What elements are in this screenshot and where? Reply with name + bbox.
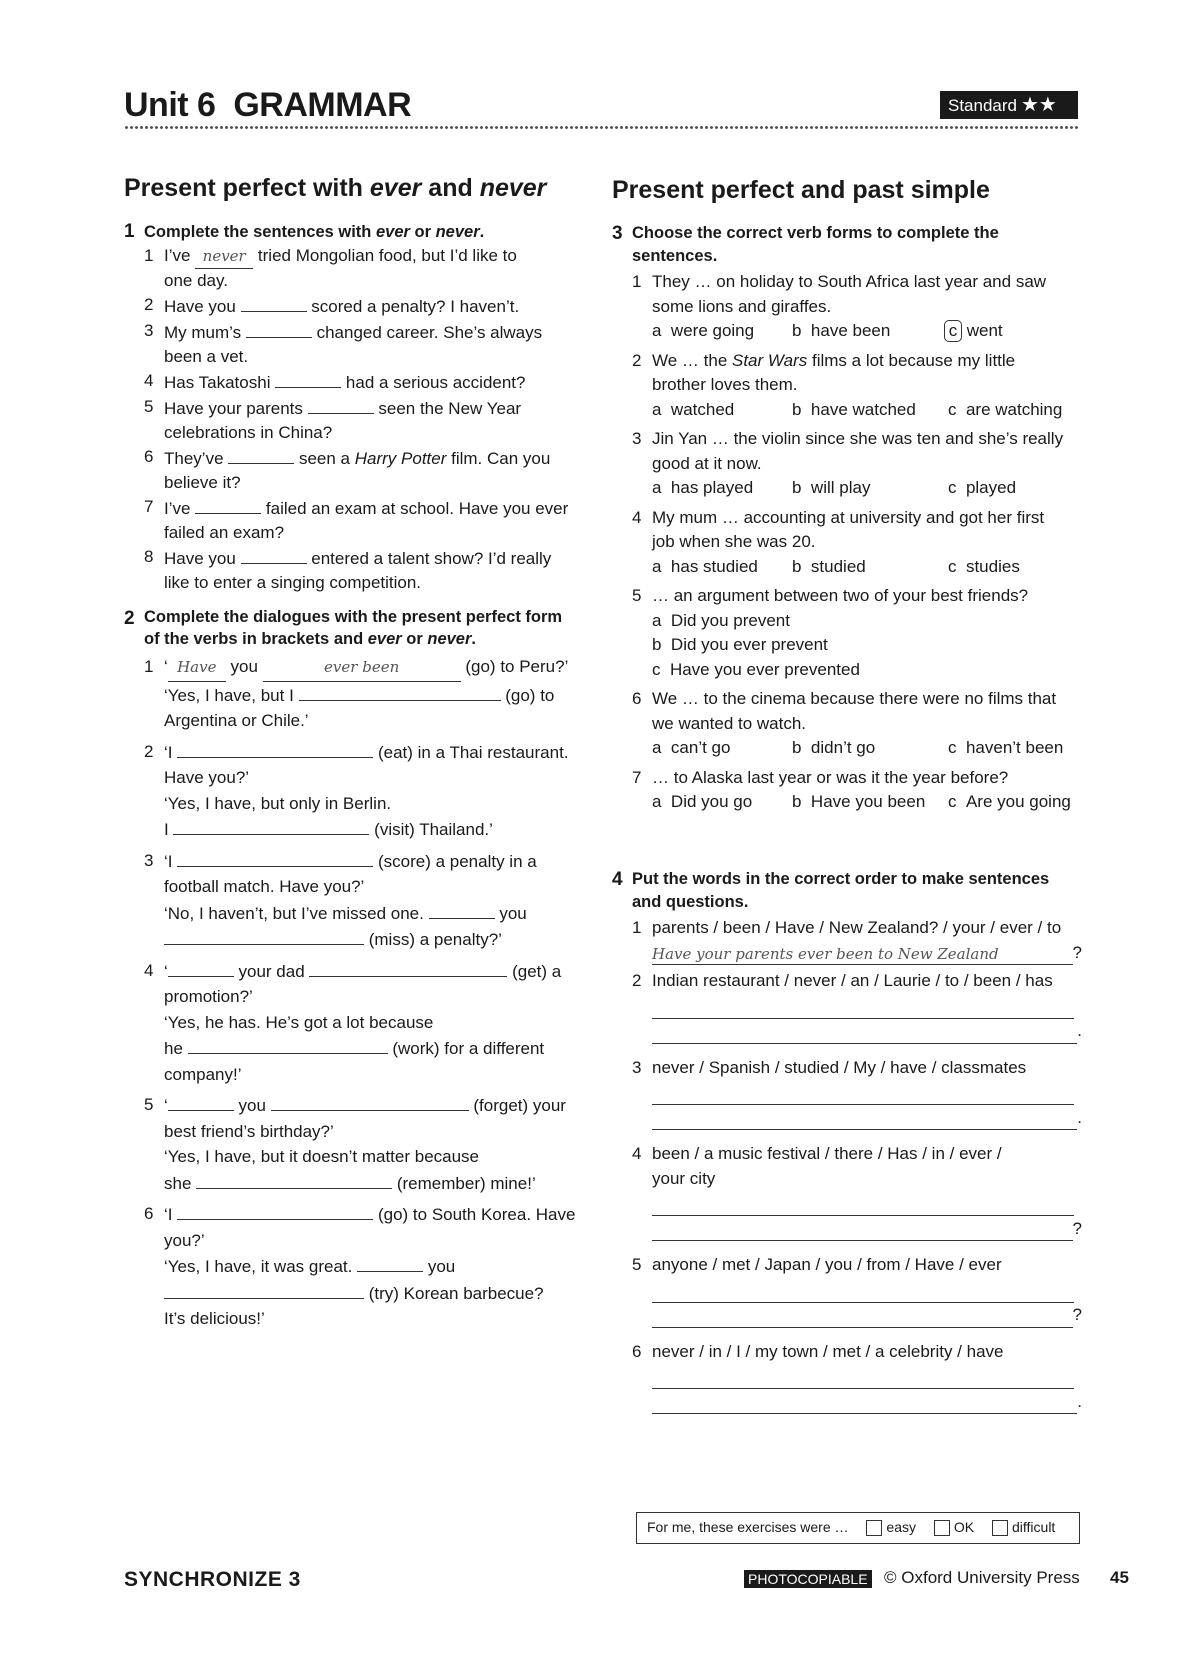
option-a[interactable]: a Did you prevent	[652, 610, 790, 630]
exercise-2	[124, 606, 594, 1332]
photocopiable-badge: PHOTOCOPIABLE	[744, 1570, 872, 1588]
option-c[interactable]: c played	[948, 478, 1017, 497]
list-item: 1 They … on holiday to South Africa last year and saw some lions and giraffes. a were going b have been c went	[632, 270, 1082, 344]
options	[652, 319, 1082, 344]
answer-blank[interactable]	[164, 926, 364, 945]
option-b[interactable]: b will play	[792, 478, 871, 497]
answer-line[interactable]	[652, 1191, 1074, 1216]
option-b[interactable]: b Have you been	[792, 792, 926, 811]
right-heading: Present perfect and past simple	[612, 176, 990, 204]
exercise-instruction: Complete the sentences with ever or never.	[144, 223, 485, 241]
list-item: 6 never / in / I / my town / met / a celebrity / have .	[632, 1340, 1082, 1415]
list-item: 8 Have you entered a talent show? I’d really like to enter a singing competition.	[144, 547, 552, 592]
answer-blank[interactable]	[308, 395, 374, 414]
star-icon: ★★	[1021, 94, 1057, 116]
answer-blank[interactable]	[168, 1092, 234, 1111]
exercise-3	[612, 222, 1082, 815]
feedback-box: For me, these exercises were … easy OK difficult	[636, 1512, 1080, 1544]
exercise-4	[612, 868, 1082, 1414]
option-c[interactable]: c Are you going	[948, 792, 1071, 811]
answer-blank[interactable]	[246, 319, 312, 338]
answer-line[interactable]	[652, 1389, 1077, 1414]
options	[652, 476, 1082, 501]
answer-blank[interactable]	[271, 1092, 469, 1111]
option-c[interactable]: c haven’t been	[948, 738, 1064, 757]
dialogue-item: 3 ‘I (score) a penalty in a football match. Have you?’ ‘No, I haven’t, but I’ve missed one. you (miss) a penalty?’	[144, 848, 594, 953]
exercise-2-items	[144, 654, 594, 1332]
exercise-number: 3	[612, 223, 623, 244]
list-item: 5 … an argument between two of your best friends? a Did you prevent b Did you ever prevent c Have you ever prevented	[632, 584, 1082, 682]
answer-blank[interactable]	[309, 958, 507, 977]
answer-blank[interactable]	[228, 445, 294, 464]
list-item: 1 I’ve never tried Mongolian food, but I’d like to one day.	[144, 246, 517, 290]
list-item: 5 anyone / met / Japan / you / from / Have / ever ?	[632, 1253, 1082, 1328]
option-a[interactable]: a Did you go	[652, 792, 753, 811]
answer-blank[interactable]	[173, 816, 369, 835]
list-item: 2 We … the Star Wars films a lot because my little brother loves them. a watched b have watched c are watching	[632, 349, 1082, 423]
answer-line[interactable]	[652, 1080, 1074, 1105]
answer-blank[interactable]	[188, 1035, 388, 1054]
list-item: 4 Has Takatoshi had a serious accident?	[144, 371, 526, 392]
option-b[interactable]: b studied	[792, 556, 866, 576]
option-b[interactable]: b Did you ever prevent	[652, 635, 828, 654]
list-item: 2 Indian restaurant / never / an / Laurie / to / been / has .	[632, 969, 1082, 1044]
answer-blank[interactable]	[275, 369, 341, 388]
answer-line[interactable]	[652, 1216, 1073, 1241]
list-item: 1 parents / been / Have / New Zealand? / your / ever / to Have your parents ever been to New Zealand ?	[632, 918, 1082, 963]
exercise-instruction: Put the words in the correct order to make sentences and questions.	[632, 870, 1050, 911]
answer-line[interactable]	[652, 1364, 1074, 1389]
option-c[interactable]: c studies	[948, 556, 1020, 576]
left-heading: Present perfect with ever and never	[124, 174, 547, 202]
dotted-rule	[124, 125, 1078, 130]
options	[652, 398, 1082, 423]
list-item: 5 Have your parents seen the New Year celebrations in China?	[144, 397, 522, 442]
options	[652, 736, 1082, 761]
series-logo: SYNCHRONIZE 3	[124, 1568, 301, 1591]
list-item: 4 been / a music festival / there / Has / in / ever / your city ?	[632, 1142, 1082, 1241]
option-b[interactable]: b have watched	[792, 399, 916, 419]
publisher-credit: © Oxford University Press	[884, 1568, 1080, 1587]
option-a[interactable]: a has played	[652, 478, 754, 497]
answer-blank[interactable]	[299, 682, 501, 701]
answer-blank[interactable]	[429, 900, 495, 919]
answer-blank[interactable]: Have	[168, 655, 226, 682]
answer-line[interactable]	[652, 994, 1074, 1019]
dialogue-item: 2 ‘I (eat) in a Thai restaurant. Have you?’ ‘Yes, I have, but only in Berlin. I (visit) Thailand.’	[144, 739, 594, 843]
answer-line[interactable]	[652, 1019, 1077, 1044]
option-b[interactable]: b didn’t go	[792, 738, 876, 757]
answer-blank[interactable]	[177, 739, 373, 758]
option-b[interactable]: b have been	[792, 321, 891, 340]
option-c[interactable]: c are watching	[948, 399, 1063, 419]
dialogue-item: 1 ‘ Have you ever been (go) to Peru?’ ‘Yes, I have, but I (go) to Argentina or Chile.’	[144, 657, 569, 730]
unit-label: Unit 6	[124, 86, 216, 124]
ok-checkbox[interactable]	[934, 1520, 950, 1536]
option-a[interactable]: a watched	[652, 399, 735, 419]
answer-line[interactable]: Have your parents ever been to New Zealand ?	[652, 942, 1082, 963]
exercise-instruction: Choose the correct verb forms to complete the sentences.	[632, 224, 999, 265]
exercise-instruction: Complete the dialogues with the present perfect form of the verbs in brackets and ever or never.	[144, 608, 563, 648]
option-a[interactable]: a were going	[652, 321, 755, 340]
exercise-number: 1	[124, 221, 135, 242]
exercise-1	[124, 220, 584, 595]
list-item: 3 My mum’s changed career. She’s always been a vet.	[144, 321, 543, 366]
answer-blank[interactable]	[195, 495, 261, 514]
dialogue-item: 5 ‘ you (forget) your best friend’s birthday?’ ‘Yes, I have, but it doesn’t matter because she (remember) mine!’	[144, 1092, 594, 1196]
answer-line[interactable]	[652, 1303, 1073, 1328]
option-a[interactable]: a has studied	[652, 556, 758, 576]
difficult-checkbox[interactable]	[992, 1520, 1008, 1536]
exercise-4-items	[632, 916, 1082, 1414]
list-item: 3 Jin Yan … the violin since she was ten and she’s really good at it now. a has played b will play c played	[632, 427, 1082, 501]
answer-line[interactable]	[652, 1278, 1074, 1303]
list-item: 6 They’ve seen a Harry Potter film. Can you believe it?	[144, 447, 551, 492]
exercise-1-items	[144, 244, 584, 595]
answer-blank[interactable]	[177, 1201, 373, 1220]
unit-title	[124, 86, 411, 125]
exercise-number: 2	[124, 608, 135, 629]
answer-blank[interactable]	[357, 1253, 423, 1272]
list-item: 4 My mum … accounting at university and got her first job when she was 20. a has studied b studied c studies	[632, 506, 1082, 580]
options	[652, 555, 1082, 580]
list-item: 6 We … to the cinema because there were no films that we wanted to watch. a can’t go b didn’t go c haven’t been	[632, 687, 1082, 761]
answer-blank[interactable]: never	[195, 244, 253, 269]
list-item: 7 … to Alaska last year or was it the year before? a Did you go b Have you been c Are you going	[632, 766, 1082, 815]
exercise-number: 4	[612, 869, 623, 890]
list-item: 2 Have you scored a penalty? I haven’t.	[144, 295, 520, 316]
page-number: 45	[1110, 1568, 1129, 1587]
option-c[interactable]: c went	[944, 319, 1003, 344]
dialogue-item: 6 ‘I (go) to South Korea. Have you?’ ‘Yes, I have, it was great. you (try) Korean barbecue? It’s delicious!’	[144, 1201, 594, 1332]
list-item: 3 never / Spanish / studied / My / have / classmates .	[632, 1056, 1082, 1131]
answer-blank[interactable]	[241, 293, 307, 312]
answer-blank[interactable]	[168, 958, 234, 977]
answer-blank[interactable]	[241, 545, 307, 564]
list-item: 7 I’ve failed an exam at school. Have you ever failed an exam?	[144, 497, 569, 542]
level-label: Standard	[948, 96, 1017, 115]
option-a[interactable]: a can’t go	[652, 738, 731, 757]
option-c[interactable]: c Have you ever prevented	[652, 659, 860, 679]
answer-blank[interactable]	[164, 1280, 364, 1299]
answer-blank[interactable]: ever been	[263, 655, 461, 682]
exercise-3-items	[632, 270, 1082, 815]
answer-blank[interactable]	[196, 1170, 392, 1189]
circled-answer: c	[944, 320, 962, 342]
unit-section: GRAMMAR	[233, 86, 412, 124]
dialogue-item: 4 ‘ your dad (get) a promotion?’ ‘Yes, he has. He’s got a lot because he (work) for a different company!’	[144, 958, 594, 1088]
answer-blank[interactable]	[177, 848, 373, 867]
feedback-prompt: For me, these exercises were …	[647, 1519, 849, 1535]
answer-line[interactable]	[652, 1105, 1077, 1130]
options	[652, 790, 1082, 815]
easy-checkbox[interactable]	[866, 1520, 882, 1536]
level-badge	[940, 91, 1078, 119]
